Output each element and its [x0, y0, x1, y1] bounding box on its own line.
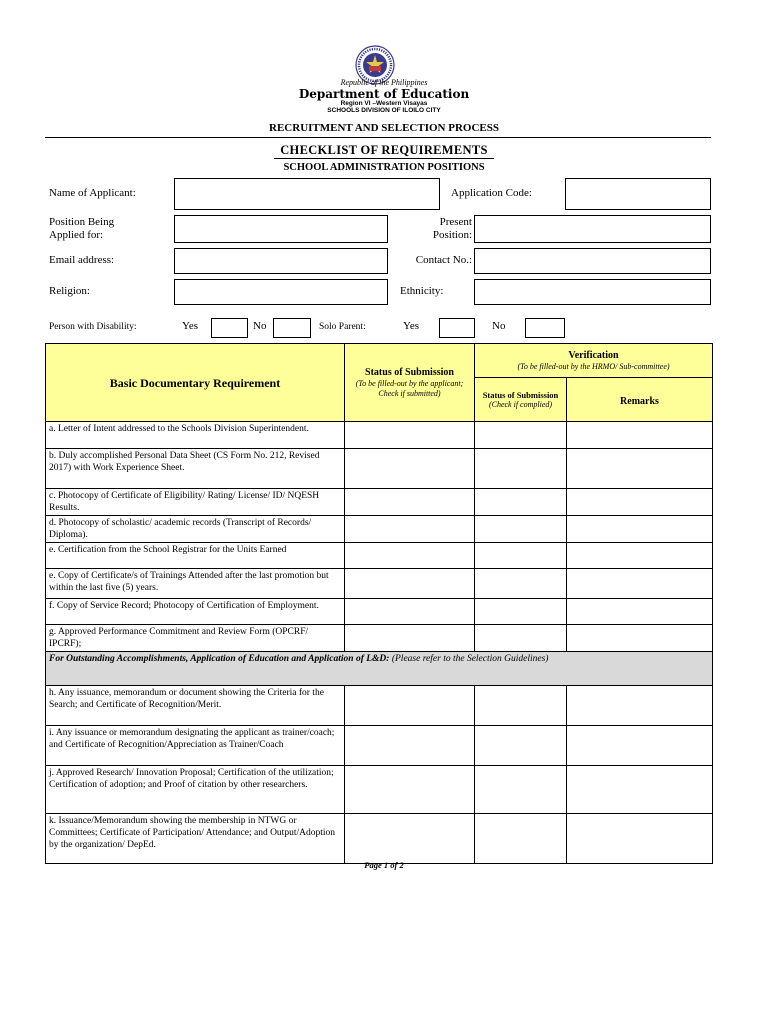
- remarks-cell[interactable]: [567, 625, 713, 652]
- requirement-item: c. Photocopy of Certificate of Eligibility/ Rating/ License/ ID/ NQESH Results.: [46, 489, 345, 516]
- app-code-field[interactable]: [565, 178, 711, 210]
- hrmo-check-cell[interactable]: [475, 599, 567, 625]
- pwd-no-label: No: [253, 320, 267, 332]
- table-row: [46, 599, 713, 625]
- religion-label: Religion:: [49, 285, 90, 297]
- applicant-check-cell[interactable]: [345, 599, 475, 625]
- hrmo-status-note: (Check if complied): [488, 399, 553, 409]
- positions-title: SCHOOL ADMINISTRATION POSITIONS: [283, 162, 485, 173]
- email-label: Email address:: [49, 254, 115, 266]
- table-row: [46, 543, 713, 569]
- checklist-title-text: CHECKLIST OF REQUIREMENTS: [274, 143, 494, 159]
- table-row: [46, 766, 713, 814]
- ethnicity-label: Ethnicity:: [400, 285, 444, 297]
- hrmo-status-title: Status of Submission: [482, 389, 559, 400]
- remarks-cell[interactable]: [567, 449, 713, 489]
- applicant-check-cell[interactable]: [345, 516, 475, 543]
- requirement-header-text: Basic Documentary Requirement: [109, 375, 281, 390]
- hrmo-check-cell[interactable]: [475, 726, 567, 766]
- requirement-item: e. Copy of Certificate/s of Trainings Attended after the last promotion but within the last five (5) years.: [46, 569, 345, 599]
- hrmo-check-cell[interactable]: [475, 625, 567, 652]
- table-row: [46, 569, 713, 599]
- requirement-item: i. Any issuance or memorandum designating the applicant as trainer/coach; and Certificate of Recognition/Appreciation as Trainer/Coach: [46, 726, 345, 766]
- solo-no-checkbox[interactable]: [525, 318, 565, 338]
- requirement-item: a. Letter of Intent addressed to the Schools Division Superintendent.: [46, 422, 345, 449]
- applicant-check-cell[interactable]: [345, 569, 475, 599]
- applicant-check-cell[interactable]: [345, 766, 475, 814]
- requirement-header: [46, 344, 345, 422]
- page-number: Page 1 of 2: [364, 860, 404, 870]
- table-row: [46, 422, 713, 449]
- requirement-item: k. Issuance/Memorandum showing the membership in NTWG or Committees; Certificate of Participation/ Attendance; and Output/Adoption by the organization/ DepEd.: [46, 814, 345, 864]
- table-row: [46, 516, 713, 543]
- applicant-check-cell[interactable]: [345, 625, 475, 652]
- requirement-item: b. Duly accomplished Personal Data Sheet (CS Form No. 212, Revised 2017) with Work Experience Sheet.: [46, 449, 345, 489]
- contact-label: Contact No.:: [415, 254, 472, 266]
- division-line: SCHOOLS DIVISION OF ILOILO CITY: [327, 107, 441, 114]
- remarks-cell[interactable]: [567, 543, 713, 569]
- ethnicity-field[interactable]: [474, 279, 711, 305]
- applicant-check-cell[interactable]: [345, 422, 475, 449]
- header-rule: [45, 137, 711, 138]
- religion-field[interactable]: [174, 279, 388, 305]
- remarks-header: [567, 378, 713, 422]
- region-line: Region VI –Western Visayas: [340, 100, 428, 107]
- applicant-check-cell[interactable]: [345, 543, 475, 569]
- table-row: [46, 449, 713, 489]
- position-field[interactable]: [174, 215, 388, 243]
- applicant-status-title: Status of Submission: [365, 366, 454, 378]
- table-header-row: [46, 344, 713, 378]
- remarks-cell[interactable]: [567, 766, 713, 814]
- name-field[interactable]: [174, 178, 440, 210]
- table-row: [46, 726, 713, 766]
- table-row: [46, 814, 713, 864]
- checklist-title: [0, 143, 768, 158]
- section-rest-text: (Please refer to the Selection Guidelines): [389, 654, 549, 664]
- hrmo-check-cell[interactable]: [475, 422, 567, 449]
- position-label-line1: Position Being: [49, 216, 115, 228]
- verification-title: Verification: [568, 349, 619, 361]
- present-label-line1: Present: [439, 216, 472, 228]
- hrmo-status-header: [475, 378, 567, 422]
- requirements-table: [45, 343, 713, 864]
- hrmo-check-cell[interactable]: [475, 449, 567, 489]
- position-label-line2: Applied for:: [49, 229, 104, 241]
- requirement-item: f. Copy of Service Record; Photocopy of Certification of Employment.: [46, 599, 345, 625]
- applicant-check-cell[interactable]: [345, 726, 475, 766]
- present-label-line2: Position:: [432, 229, 472, 241]
- pwd-no-checkbox[interactable]: [273, 318, 311, 338]
- app-code-label: Application Code:: [451, 187, 532, 199]
- solo-yes-checkbox[interactable]: [439, 318, 475, 338]
- hrmo-check-cell[interactable]: [475, 686, 567, 726]
- requirement-item: j. Approved Research/ Innovation Proposal; Certification of the utilization; Certification of adoption; and Proof of citation by other researchers.: [46, 766, 345, 814]
- verification-header: [475, 344, 713, 378]
- remarks-cell[interactable]: [567, 726, 713, 766]
- verification-note: (To be filled-out by the HRMO/ Sub-committee): [517, 361, 670, 371]
- remarks-cell[interactable]: [567, 569, 713, 599]
- applicant-status-note: (To be filled-out by the applicant; Check if submitted): [355, 378, 464, 398]
- hrmo-check-cell[interactable]: [475, 814, 567, 864]
- department-name: Department of Education: [298, 87, 470, 101]
- requirement-item: g. Approved Performance Commitment and Review Form (OPCRF/ IPCRF);: [46, 625, 345, 652]
- requirement-item: e. Certification from the School Registrar for the Units Earned: [46, 543, 345, 569]
- section-row: [46, 652, 713, 686]
- applicant-check-cell[interactable]: [345, 449, 475, 489]
- contact-field[interactable]: [474, 248, 711, 274]
- name-label: Name of Applicant:: [49, 187, 136, 199]
- hrmo-check-cell[interactable]: [475, 569, 567, 599]
- remarks-cell[interactable]: [567, 599, 713, 625]
- section-bold-text: For Outstanding Accomplishments, Application of Education and Application of L&D:: [49, 654, 390, 664]
- solo-parent-label: Solo Parent:: [319, 322, 366, 332]
- email-field[interactable]: [174, 248, 388, 274]
- table-row: [46, 625, 713, 652]
- hrmo-check-cell[interactable]: [475, 766, 567, 814]
- pwd-yes-label: Yes: [182, 320, 199, 332]
- process-title: RECRUITMENT AND SELECTION PROCESS: [269, 122, 499, 134]
- remarks-cell[interactable]: [567, 516, 713, 543]
- applicant-status-header: [345, 344, 475, 422]
- remarks-cell[interactable]: [567, 489, 713, 516]
- republic-line: Republic of the Philippines: [340, 78, 428, 87]
- section-cell: [46, 652, 713, 686]
- applicant-check-cell[interactable]: [345, 814, 475, 864]
- applicant-check-cell[interactable]: [345, 489, 475, 516]
- hrmo-check-cell[interactable]: [475, 489, 567, 516]
- solo-no-label: No: [492, 320, 506, 332]
- remarks-header-text: Remarks: [620, 395, 659, 407]
- hrmo-check-cell[interactable]: [475, 516, 567, 543]
- remarks-cell[interactable]: [567, 422, 713, 449]
- remarks-cell[interactable]: [567, 686, 713, 726]
- table-row: [46, 489, 713, 516]
- requirement-item: d. Photocopy of scholastic/ academic records (Transcript of Records/ Diploma).: [46, 516, 345, 543]
- present-position-field[interactable]: [474, 215, 711, 243]
- table-row: [46, 686, 713, 726]
- hrmo-check-cell[interactable]: [475, 543, 567, 569]
- applicant-check-cell[interactable]: [345, 686, 475, 726]
- solo-yes-label: Yes: [403, 320, 420, 332]
- requirement-item: h. Any issuance, memorandum or document showing the Criteria for the Search; and Certificate of Recognition/Merit.: [46, 686, 345, 726]
- remarks-cell[interactable]: [567, 814, 713, 864]
- pwd-yes-checkbox[interactable]: [211, 318, 248, 338]
- pwd-label: Person with Disability:: [49, 322, 137, 332]
